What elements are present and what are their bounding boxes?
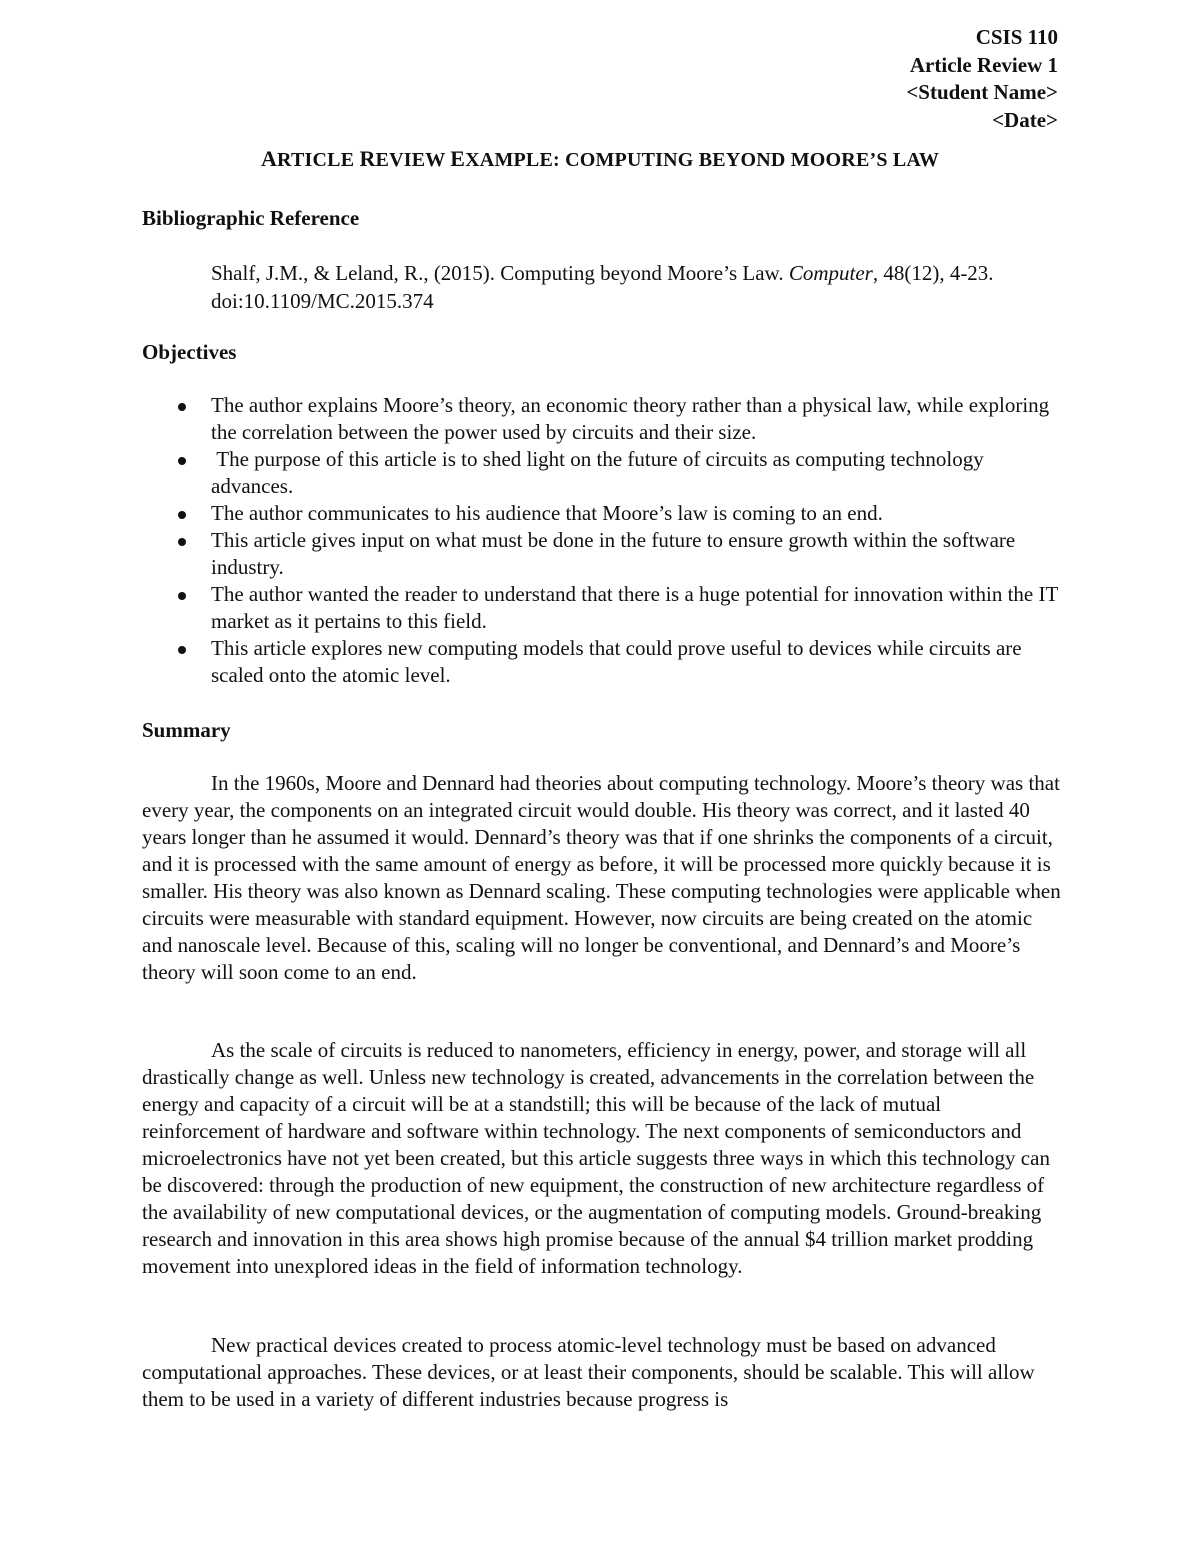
date: <Date> (992, 107, 1058, 132)
objective-text: The purpose of this article is to shed light on the future of circuits as computing technology advances. (211, 447, 989, 498)
objectives-list (142, 392, 1062, 689)
title-rest-e: XAMPLE: (465, 149, 566, 171)
title-rest-a: RTICLE (277, 149, 360, 171)
list-item (142, 581, 1062, 635)
citation-journal: Computer (788, 261, 873, 285)
list-item (142, 500, 1062, 527)
list-item (142, 527, 1062, 581)
bullet-icon (178, 592, 186, 600)
objective-text: This article gives input on what must be done in the future to ensure growth within the software industry. (211, 528, 1016, 579)
list-item (142, 392, 1062, 446)
title-rest-r: EVIEW (375, 149, 451, 171)
objective-text: The author wanted the reader to understand that there is a huge potential for innovation within the IT market as it pertains to this field. (211, 582, 1058, 633)
bullet-icon (178, 646, 186, 654)
citation-text-before: Shalf, J.M., & Leland, R., (2015). Computing beyond Moore’s Law. (211, 261, 789, 285)
list-item (142, 635, 1062, 689)
summary-paragraph-2: As the scale of circuits is reduced to nanometers, efficiency in energy, power, and storage will all drastically change as well. Unless new technology is created, advancements in the correlation between the energy and capacity of a circuit will be at a standstill; this will be because of the lack of mutual reinforcement of hardware and software within technology. The next components of semiconductors and microelectronics have not yet been created, but this article suggests three ways in which this technology can be discovered: through the production of new equipment, the construction of new architecture regardless of the availability of new computational devices, or the augmentation of computing models. Ground-breaking research and innovation in this area shows high promise because of the annual $4 trillion market prodding movement into unexplored ideas in the field of information technology. (142, 1038, 1050, 1278)
title-cap-r: R (359, 146, 376, 171)
document-header (906, 24, 1058, 134)
course-code: CSIS 110 (975, 25, 1058, 49)
objective-text: The author communicates to his audience that Moore’s law is coming to an end. (211, 501, 883, 525)
bullet-icon (178, 403, 186, 411)
bullet-icon (178, 511, 186, 519)
summary-paragraph-3: New practical devices created to process atomic-level technology must be based on advanced computational approaches. These devices, or at least their components, should be scalable. This will allow them to be used in a variety of different industries because progress is (142, 1333, 1035, 1411)
bullet-icon (178, 457, 186, 465)
summary-heading: Summary (142, 718, 231, 742)
title-cap-a: A (260, 146, 278, 171)
summary-paragraph-1: In the 1960s, Moore and Dennard had theories about computing technology. Moore’s theory was that every year, the components on an integrated circuit would double. His theory was correct, and it lasted 40 years longer than he assumed it would. Dennard’s theory was that if one shrinks the components of a circuit, and it is processed with the same amount of energy as before, it will be processed more quickly because it is smaller. His theory was also known as Dennard scaling. These computing technologies were applicable when circuits were measurable with standard equipment. However, now circuits are being created on the atomic and nanoscale level. Because of this, scaling will no longer be conventional, and Dennard’s and Moore’s theory will soon come to an end. (142, 771, 1061, 984)
citation-text-after: , 48(12), 4-23. doi:10.1109/MC.2015.374 (211, 261, 994, 313)
student-name: <Student Name> (906, 80, 1058, 104)
document-title (0, 145, 1200, 174)
bibliographic-citation (211, 259, 1061, 315)
list-item (142, 446, 1062, 500)
objective-text: The author explains Moore’s theory, an economic theory rather than a physical law, while exploring the correlation between the power used by circuits and their size. (211, 393, 1050, 444)
bibliographic-reference-heading: Bibliographic Reference (142, 206, 360, 230)
objectives-heading: Objectives (142, 340, 237, 364)
title-cap-e: E (450, 146, 466, 171)
title-subject: COMPUTING BEYOND MOORE’S LAW (565, 149, 940, 171)
bullet-icon (178, 538, 186, 546)
objective-text: This article explores new computing models that could prove useful to devices while circuits are scaled onto the atomic level. (211, 636, 1022, 687)
assignment-name: Article Review 1 (909, 52, 1058, 77)
